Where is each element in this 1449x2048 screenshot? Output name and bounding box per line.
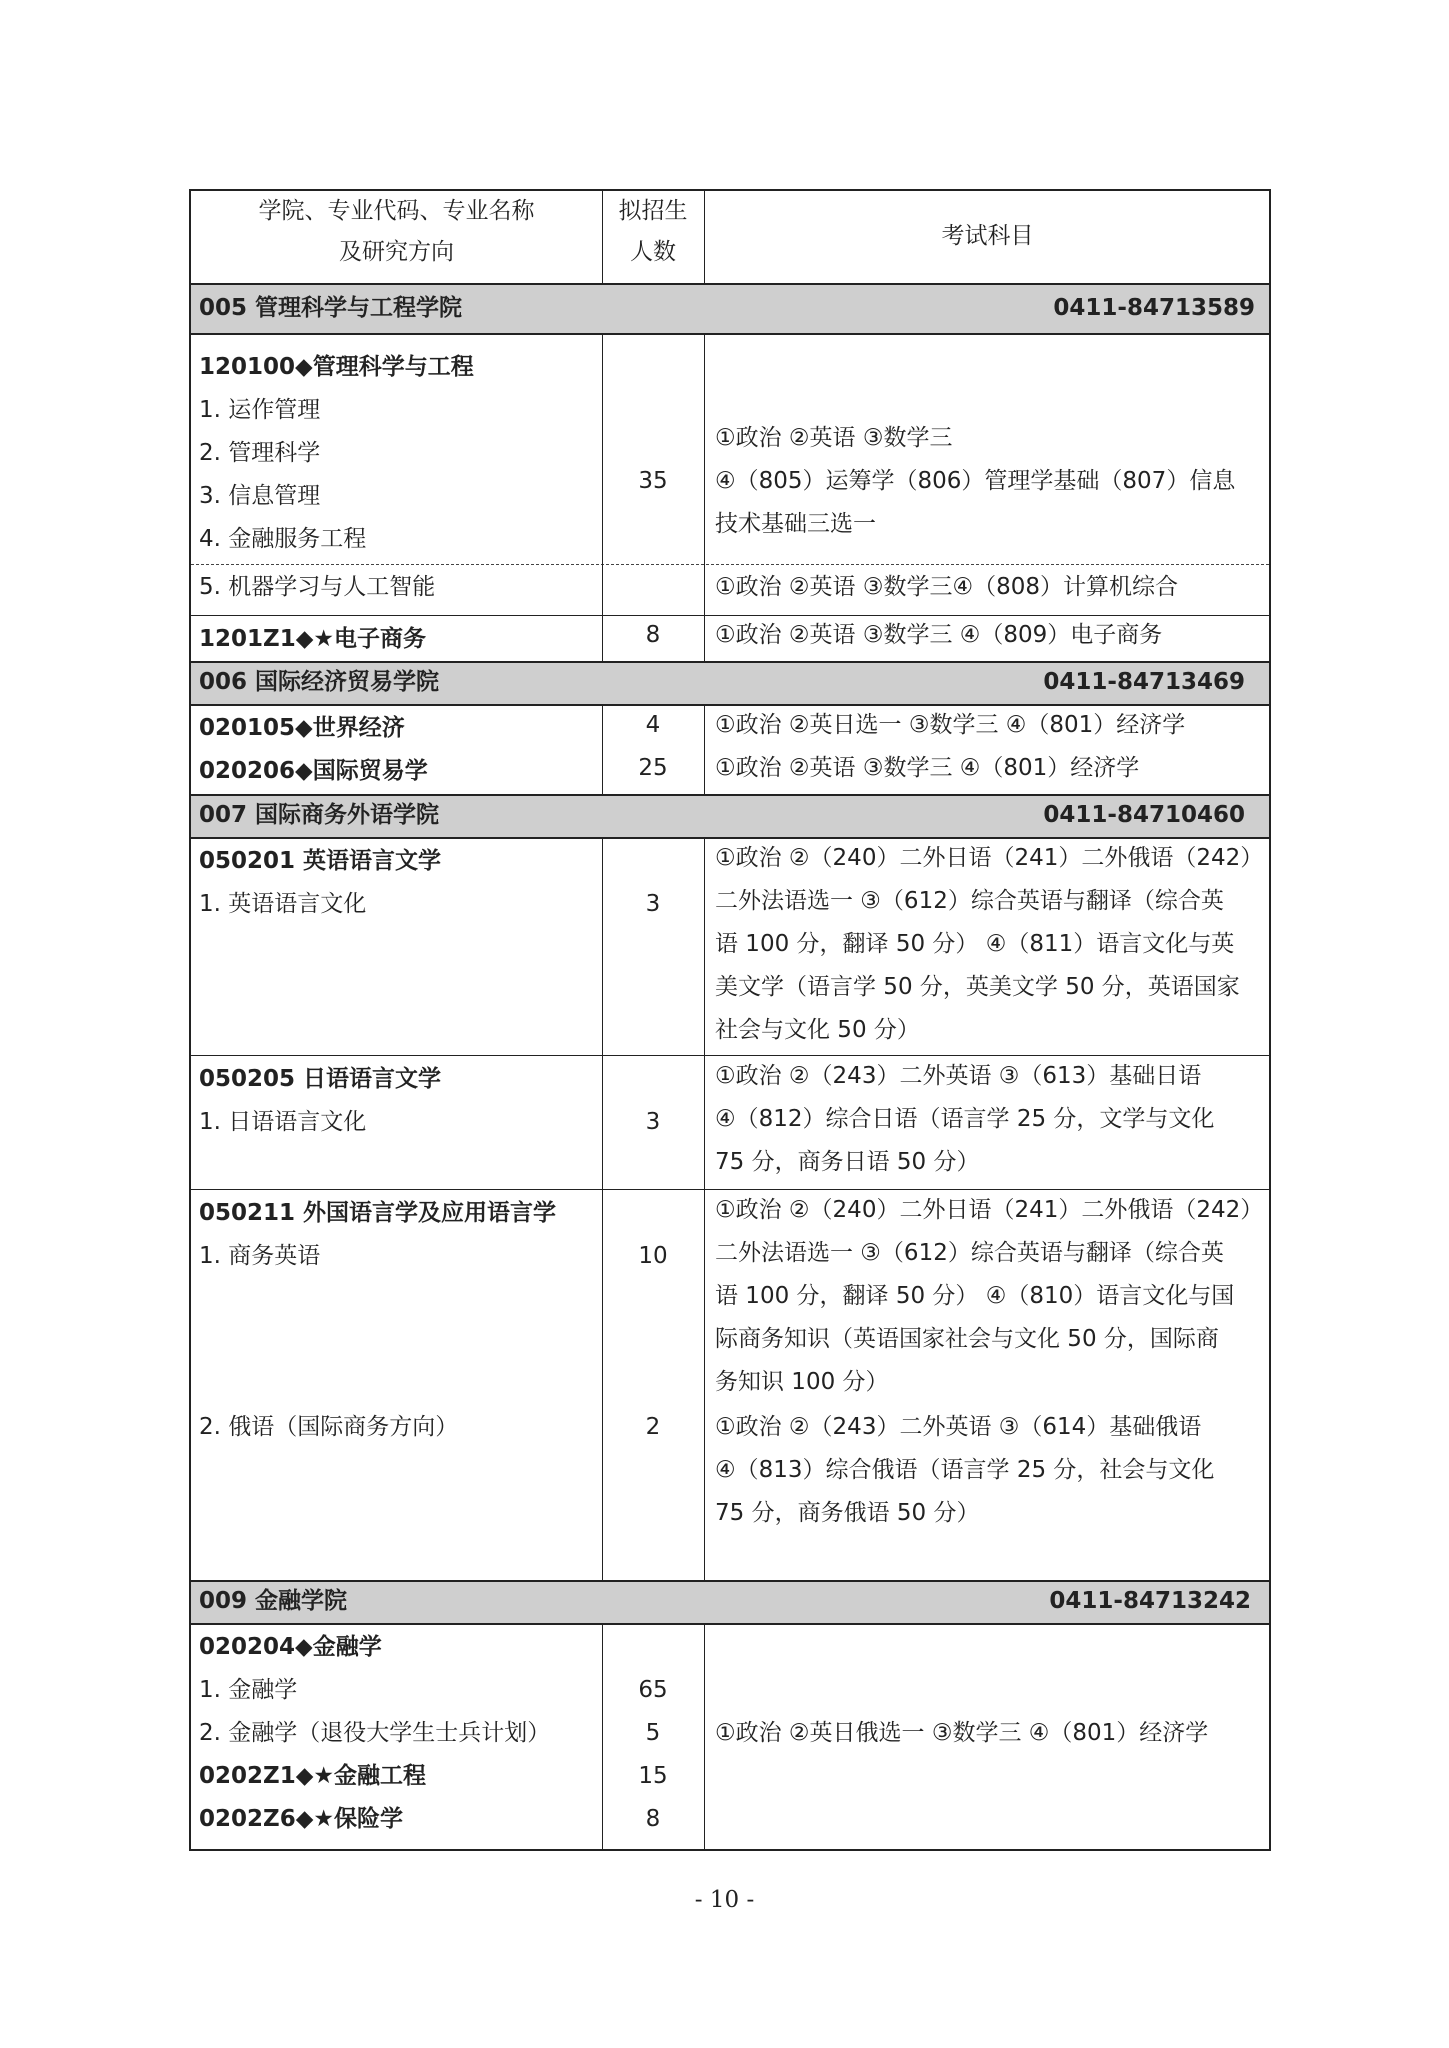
- direction-item: 3. 信息管理: [199, 483, 321, 509]
- header-col2-line1: 拟招生: [618, 198, 688, 224]
- exam-subjects: ④（813）综合俄语（语言学 25 分，社会与文化: [715, 1457, 1215, 1483]
- college-name: 007 国际商务外语学院: [199, 802, 440, 828]
- exam-subjects: ①政治 ②（240）二外日语（241）二外俄语（242）: [715, 845, 1264, 871]
- college-phone: 0411-84713469: [1043, 669, 1245, 695]
- exam-subjects: ①政治 ②英语 ③数学三 ④（809）电子商务: [715, 622, 1163, 648]
- exam-subjects: ①政治 ②（243）二外英语 ③（613）基础日语: [715, 1063, 1202, 1089]
- enrollment-count: 10: [638, 1243, 668, 1269]
- exam-subjects: ①政治 ②英日选一 ③数学三 ④（801）经济学: [715, 712, 1186, 738]
- major-title: 120100◆管理科学与工程: [199, 354, 474, 380]
- direction-item: 1. 日语语言文化: [199, 1109, 367, 1135]
- enrollment-count: 3: [645, 1109, 661, 1135]
- major-title: 020204◆金融学: [199, 1634, 382, 1660]
- exam-subjects: ④（805）运筹学（806）管理学基础（807）信息: [715, 468, 1236, 494]
- direction-item: 2. 管理科学: [199, 440, 321, 466]
- exam-subjects: 际商务知识（英语国家社会与文化 50 分，国际商: [715, 1326, 1219, 1352]
- major-title: 020105◆世界经济: [199, 715, 405, 741]
- enrollment-count: 5: [645, 1720, 661, 1746]
- college-name: 005 管理科学与工程学院: [199, 295, 463, 321]
- college-phone: 0411-84713589: [1053, 295, 1255, 321]
- college-phone: 0411-84710460: [1043, 802, 1245, 828]
- college-name: 006 国际经济贸易学院: [199, 669, 440, 695]
- admissions-table: [189, 189, 1271, 1851]
- exam-subjects: ①政治 ②英语 ③数学三: [715, 425, 953, 451]
- direction-item: 2. 俄语（国际商务方向）: [199, 1414, 459, 1440]
- major-title: 0202Z1◆★金融工程: [199, 1763, 427, 1789]
- major-title: 050211 外国语言学及应用语言学: [199, 1200, 557, 1226]
- college-name: 009 金融学院: [199, 1588, 348, 1614]
- exam-subjects: ①政治 ②英日俄选一 ③数学三 ④（801）经济学: [715, 1720, 1209, 1746]
- exam-subjects: 75 分，商务日语 50 分）: [715, 1149, 980, 1175]
- exam-subjects: ④（812）综合日语（语言学 25 分，文学与文化: [715, 1106, 1215, 1132]
- college-phone: 0411-84713242: [1049, 1588, 1251, 1614]
- exam-subjects: ①政治 ②（243）二外英语 ③（614）基础俄语: [715, 1414, 1202, 1440]
- exam-subjects: ①政治 ②（240）二外日语（241）二外俄语（242）: [715, 1197, 1264, 1223]
- header-col2-line2: 人数: [630, 239, 676, 265]
- direction-item: 1. 英语语言文化: [199, 891, 367, 917]
- header-col3: 考试科目: [941, 223, 1034, 249]
- exam-subjects: 美文学（语言学 50 分，英美文学 50 分，英语国家: [715, 974, 1240, 1000]
- direction-item: 1. 金融学: [199, 1677, 298, 1703]
- header-col1-line1: 学院、专业代码、专业名称: [258, 198, 535, 224]
- exam-subjects: ①政治 ②英语 ③数学三④（808）计算机综合: [715, 574, 1178, 600]
- exam-subjects: 二外法语选一 ③（612）综合英语与翻译（综合英: [715, 1240, 1224, 1266]
- major-title: 020206◆国际贸易学: [199, 758, 428, 784]
- exam-subjects: 语 100 分，翻译 50 分） ④（811）语言文化与英: [715, 931, 1235, 957]
- enrollment-count: 15: [638, 1763, 668, 1789]
- exam-subjects: 75 分，商务俄语 50 分）: [715, 1500, 980, 1526]
- enrollment-count: 25: [638, 755, 668, 781]
- enrollment-count: 4: [645, 712, 661, 738]
- exam-subjects: 技术基础三选一: [715, 511, 876, 537]
- exam-subjects: 二外法语选一 ③（612）综合英语与翻译（综合英: [715, 888, 1224, 914]
- enrollment-count: 8: [645, 1806, 661, 1832]
- enrollment-count: 35: [638, 468, 668, 494]
- major-title: 1201Z1◆★电子商务: [199, 626, 427, 652]
- enrollment-count: 2: [645, 1414, 661, 1440]
- enrollment-count: 3: [645, 891, 661, 917]
- enrollment-count: 8: [645, 622, 661, 648]
- exam-subjects: 务知识 100 分）: [715, 1369, 889, 1395]
- enrollment-count: 65: [638, 1677, 668, 1703]
- major-title: 050201 英语语言文学: [199, 848, 442, 874]
- direction-item: 5. 机器学习与人工智能: [199, 574, 436, 600]
- direction-item: 1. 商务英语: [199, 1243, 321, 1269]
- major-title: 050205 日语语言文学: [199, 1066, 442, 1092]
- exam-subjects: ①政治 ②英语 ③数学三 ④（801）经济学: [715, 755, 1140, 781]
- direction-item: 1. 运作管理: [199, 397, 321, 423]
- exam-subjects: 语 100 分，翻译 50 分） ④（810）语言文化与国: [715, 1283, 1235, 1309]
- major-title: 0202Z6◆★保险学: [199, 1806, 404, 1832]
- header-col1-line2: 及研究方向: [339, 239, 454, 265]
- exam-subjects: 社会与文化 50 分）: [715, 1017, 920, 1043]
- direction-item: 2. 金融学（退役大学生士兵计划）: [199, 1720, 551, 1746]
- direction-item: 4. 金融服务工程: [199, 526, 367, 552]
- page-number: - 10 -: [694, 1887, 755, 1913]
